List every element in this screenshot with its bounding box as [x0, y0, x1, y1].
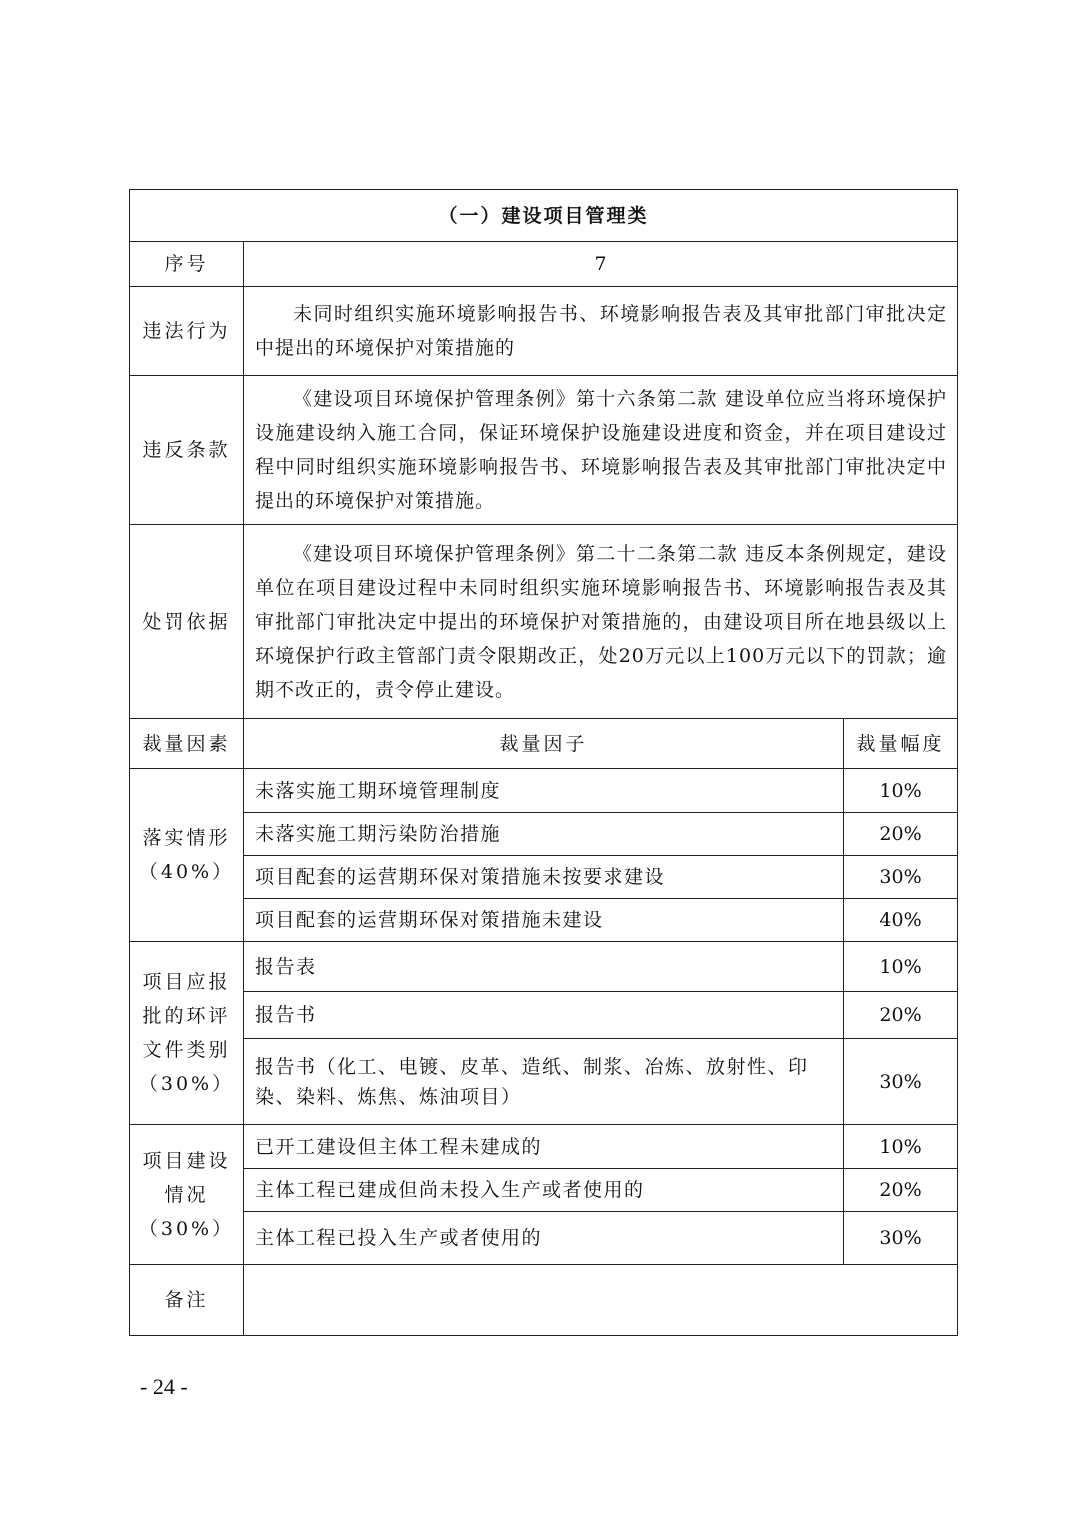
penalty-basis-cell — [244, 525, 958, 719]
factor-percent: 20% — [844, 992, 958, 1039]
group-label-implementation — [130, 769, 244, 942]
factor-item: 主体工程已投入生产或者使用的 — [244, 1212, 844, 1265]
violation-cell — [244, 287, 958, 376]
group-label-line: 项目建设 — [142, 1149, 231, 1172]
serial-row — [130, 242, 958, 287]
table-row — [130, 769, 958, 813]
group-label-construction-status — [130, 1125, 244, 1265]
table-row — [130, 1125, 958, 1169]
discretion-header-row — [130, 719, 958, 769]
factor-percent: 30% — [844, 1039, 958, 1125]
factor-item: 报告书 — [244, 992, 844, 1039]
factor-item: 未落实施工期环境管理制度 — [244, 769, 844, 813]
header-factor: 裁量因素 — [130, 719, 244, 769]
factor-item: 报告表 — [244, 942, 844, 992]
factor-item: 已开工建设但主体工程未建成的 — [244, 1125, 844, 1169]
group-label-eia-category — [130, 942, 244, 1125]
factor-item: 项目配套的运营期环保对策措施未按要求建设 — [244, 856, 844, 899]
table-row — [130, 1212, 958, 1265]
group-label-line: 文件类别 — [142, 1039, 231, 1061]
group-label-line: 落实情形 — [142, 827, 231, 849]
factor-percent: 30% — [844, 856, 958, 899]
serial-label: 序号 — [130, 242, 244, 287]
page-number: - 24 - — [140, 1374, 188, 1399]
factor-percent: 10% — [844, 1125, 958, 1169]
factor-percent: 30% — [844, 1212, 958, 1265]
table-title: （一）建设项目管理类 — [130, 190, 958, 242]
factor-percent: 20% — [844, 813, 958, 856]
penalty-basis-label: 处罚依据 — [130, 525, 244, 719]
penalty-discretion-table — [129, 189, 958, 1336]
penalty-basis-row — [130, 525, 958, 719]
factor-item: 报告书（化工、电镀、皮革、造纸、制浆、冶炼、放射性、印染、染料、炼焦、炼油项目） — [244, 1039, 844, 1125]
title-row — [130, 190, 958, 242]
factor-percent: 10% — [844, 942, 958, 992]
remarks-label: 备注 — [130, 1265, 244, 1336]
header-sub-factor: 裁量因子 — [244, 719, 844, 769]
remarks-row — [130, 1265, 958, 1336]
factor-item: 项目配套的运营期环保对策措施未建设 — [244, 899, 844, 942]
violated-clause-label: 违反条款 — [130, 376, 244, 525]
violation-row — [130, 287, 958, 376]
table-row — [130, 942, 958, 992]
group-label-line: 批的环评 — [142, 1005, 231, 1027]
serial-value: 7 — [244, 242, 958, 287]
factor-item: 未落实施工期污染防治措施 — [244, 813, 844, 856]
table-row — [130, 992, 958, 1039]
factor-percent: 10% — [844, 769, 958, 813]
group-label-line: （40%） — [138, 861, 235, 883]
factor-percent: 40% — [844, 899, 958, 942]
remarks-value — [244, 1265, 958, 1336]
group-label-line: （30%） — [138, 1217, 235, 1240]
penalty-basis-text: 《建设项目环境保护管理条例》第二十二条第二款 违反本条例规定，建设单位在项目建设过程中未同时组织实施环境影响报告书、环境影响报告表及其审批部门审批决定中提出的环境保护对策措施的，由建设项目所在地县级以上环境保护行政主管部门责令限期改正，处20万元以上100万元以下的罚款；逾期不改正的，责令停止建设。 — [255, 542, 948, 701]
table-row — [130, 1039, 958, 1125]
factor-percent: 20% — [844, 1169, 958, 1212]
group-label-line: （30%） — [138, 1073, 235, 1095]
violated-clause-cell — [244, 376, 958, 525]
group-label-line: 项目应报 — [142, 971, 231, 993]
header-range: 裁量幅度 — [844, 719, 958, 769]
violated-clause-text: 《建设项目环境保护管理条例》第十六条第二款 建设单位应当将环境保护设施建设纳入施工合同，保证环境保护设施建设进度和资金，并在项目建设过程中同时组织实施环境影响报告书、环境影响报告表及其审批部门审批决定中提出的环境保护对策措施。 — [255, 388, 948, 512]
group-label-line: 情况 — [164, 1183, 209, 1206]
factor-item: 主体工程已建成但尚未投入生产或者使用的 — [244, 1169, 844, 1212]
table-row — [130, 899, 958, 942]
table-row — [130, 813, 958, 856]
violation-label: 违法行为 — [130, 287, 244, 376]
violation-text: 未同时组织实施环境影响报告书、环境影响报告表及其审批部门审批决定中提出的环境保护对策措施的 — [255, 303, 948, 359]
violated-clause-row — [130, 376, 958, 525]
table-row — [130, 1169, 958, 1212]
table-row — [130, 856, 958, 899]
